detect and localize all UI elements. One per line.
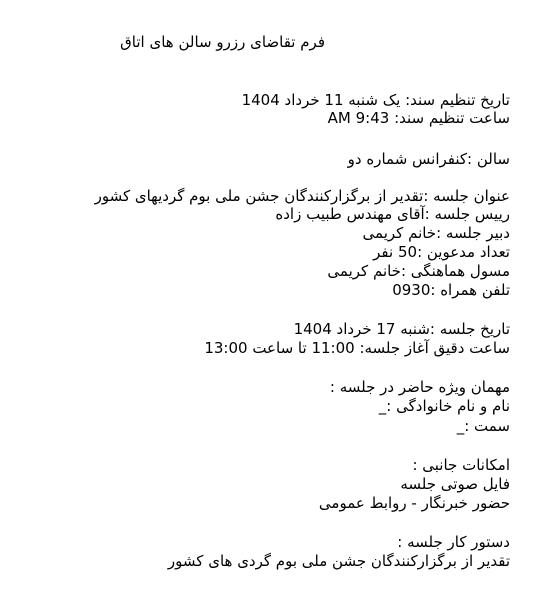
guest-name: نام و نام خانوادگی :_: [378, 397, 510, 415]
form-title: فرم تقاضای رزرو سالن های اتاق: [120, 33, 325, 51]
facilities-heading: امکانات جانبی :: [412, 456, 510, 474]
special-guests-heading: مهمان ویژه حاضر در جلسه :: [329, 378, 510, 396]
meeting-subject: عنوان جلسه :تقدیر از برگزارکنندگان جشن ملی بوم گردیهای کشور: [94, 187, 510, 205]
issue-time: ساعت تنظیم سند: 9:43 AM: [327, 109, 510, 127]
facility-item: فایل صوتی جلسه: [400, 475, 510, 493]
coordinator: مسول هماهنگی :خانم کریمی: [327, 262, 510, 280]
agenda-heading: دستور کار جلسه :: [397, 533, 510, 551]
hall-name: سالن :کنفرانس شماره دو: [347, 150, 510, 168]
meeting-secretary: دبیر جلسه :خانم کریمی: [362, 224, 510, 242]
invitee-count: تعداد مدعوین :50 نفر: [373, 243, 510, 261]
mobile-number: تلفن همراه :0930: [392, 281, 510, 299]
meeting-date: تاریخ جلسه :شنبه 17 خرداد 1404: [293, 320, 510, 338]
agenda-item: تقدیر از برگزارکنندگان جشن ملی بوم گردی های کشور: [167, 552, 510, 570]
facility-item: حضور خبرنگار - روابط عمومی: [318, 494, 510, 512]
issue-date: تاریخ تنظیم سند: یک شنبه 11 خرداد 1404: [241, 91, 510, 109]
meeting-time: ساعت دقیق آغاز جلسه: 11:00 تا ساعت 13:00: [204, 339, 510, 357]
guest-position: سمت :_: [456, 417, 510, 435]
meeting-chair: رییس جلسه :آقای مهندس طبیب زاده: [275, 205, 510, 223]
